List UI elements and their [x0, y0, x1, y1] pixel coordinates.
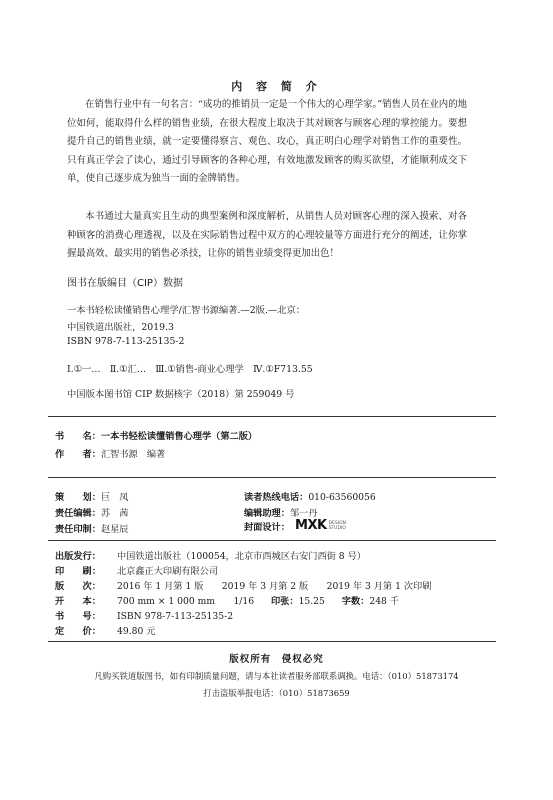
words-label: 字数： [341, 596, 370, 607]
cip-line-2: 中国铁道出版社，2019.3 [67, 322, 174, 333]
isbn-value: ISBN 978-7-113-25135-2 [117, 611, 234, 622]
isbn-row [55, 608, 233, 622]
sheets-label: 印张： [271, 596, 299, 607]
cover-designer-logo: MXK [295, 518, 327, 533]
editor-label: 责任编辑： [55, 508, 101, 519]
cover-logo-sub1: DESIGN [328, 520, 346, 526]
cover-designer-logo-sub [329, 521, 346, 531]
cover-logo-sub2: STUDIO [328, 525, 346, 531]
intro-paragraph-1-text: 在销售行业中有一句名言：“成功的推销员一定是一个伟大的心理学家。”销售人员在业内的地位如何，能取得什么样的销售业绩，在很大程度上取决于其对顾客与顾客心理的掌控能力。要想提升自己的销售业绩，就一定要懂得察言、观色、攻心，真正明白心理学对销售工作的重要性。只有真正学会了读心，通过引导顾客的各种心理，有效地激发顾客的购买欲望，才能顺利成交下单，使自己逐步成为独当一面的金牌销售。 [67, 99, 467, 185]
format-row [55, 593, 399, 607]
intro-title: 内 容 简 介 [231, 80, 322, 93]
format-value: 700 mm × 1 000 mm 1/16 [117, 596, 255, 607]
book-title-value: 一本书轻松读懂销售心理学（第二版） [100, 431, 258, 442]
book-author-value: 汇智书源 编著 [100, 449, 166, 460]
cover-row [244, 515, 346, 534]
print-value: 北京鑫正大印刷有限公司 [117, 566, 219, 577]
piracy-hotline: 打击盗版举报电话：（010）51873659 [203, 688, 350, 698]
cip-heading: 图书在版编目（CIP）数据 [67, 278, 183, 289]
cip-line-4: Ⅰ.①一… Ⅱ.①汇… Ⅲ.①销售-商业心理学 Ⅳ.①F713.55 [67, 364, 313, 375]
book-author-label: 作 者： [55, 449, 101, 460]
divider-middle [48, 477, 496, 478]
edition-label: 版 次： [55, 581, 101, 592]
assistant-value: 邹一丹 [289, 508, 318, 519]
publisher-label: 出版发行： [55, 551, 101, 562]
price-row [55, 623, 155, 637]
book-title-row [55, 424, 257, 443]
intro-paragraph-2-text: 本书通过大量真实且生动的典型案例和深度解析，从销售人员对顾客心理的深入摸索、对各种顾客的消费心理透视，以及在实际销售过程中双方的心理较量等方面进行充分的阐述，让你掌握最高效、最实用的销售必杀技，让你的销售业绩变得更加出色！ [67, 211, 467, 260]
book-title-label: 书 名： [55, 431, 101, 442]
price-value: 49.80 元 [117, 626, 156, 637]
book-author-row [55, 442, 165, 461]
hotline-label: 读者热线电话： [244, 492, 309, 503]
editor-value: 苏 茜 [100, 508, 129, 519]
assistant-label: 编辑助理： [244, 508, 290, 519]
intro-paragraph-1 [67, 96, 467, 189]
sheets-value: 15.25 [298, 596, 325, 607]
printer-row [55, 517, 129, 536]
cip-line-5: 中国版本图书馆 CIP 数据核字（2018）第 259049 号 [67, 389, 295, 400]
divider-lower [48, 540, 496, 541]
print-row [55, 563, 218, 577]
cover-label: 封面设计： [244, 522, 290, 533]
edition-row [55, 578, 431, 592]
service-notice: 凡购买铁道版图书，如有印制质量问题，请与本社读者服务部联系调换。电话：（010）51873174 [94, 671, 459, 681]
edition-value: 2016 年 1 月第 1 版 2019 年 3 月第 2 版 2019 年 3 月第 1 次印刷 [117, 581, 432, 592]
planner-value: 巨 凤 [100, 492, 129, 503]
words-value: 248 千 [369, 596, 400, 607]
planner-label: 策 划： [55, 492, 101, 503]
printer-value: 赵星辰 [100, 524, 129, 535]
print-label: 印 刷： [55, 566, 101, 577]
divider-top [48, 416, 496, 417]
copyright-notice: 版权所有 侵权必究 [229, 654, 324, 665]
format-label: 开 本： [55, 596, 101, 607]
publisher-row [55, 548, 366, 562]
cip-line-1: 一本书轻松读懂销售心理学/汇智书源编著.—2版.—北京： [67, 305, 306, 316]
publisher-value: 中国铁道出版社（100054，北京市西城区右安门西街 8 号） [117, 551, 366, 562]
cip-line-3: ISBN 978-7-113-25135-2 [67, 336, 185, 347]
isbn-label: 书 号： [55, 611, 101, 622]
price-label: 定 价： [55, 626, 101, 637]
intro-paragraph-2 [67, 208, 467, 264]
printer-label: 责任印制： [55, 524, 101, 535]
divider-bottom [48, 641, 496, 642]
hotline-value: 010-63560056 [308, 492, 376, 503]
